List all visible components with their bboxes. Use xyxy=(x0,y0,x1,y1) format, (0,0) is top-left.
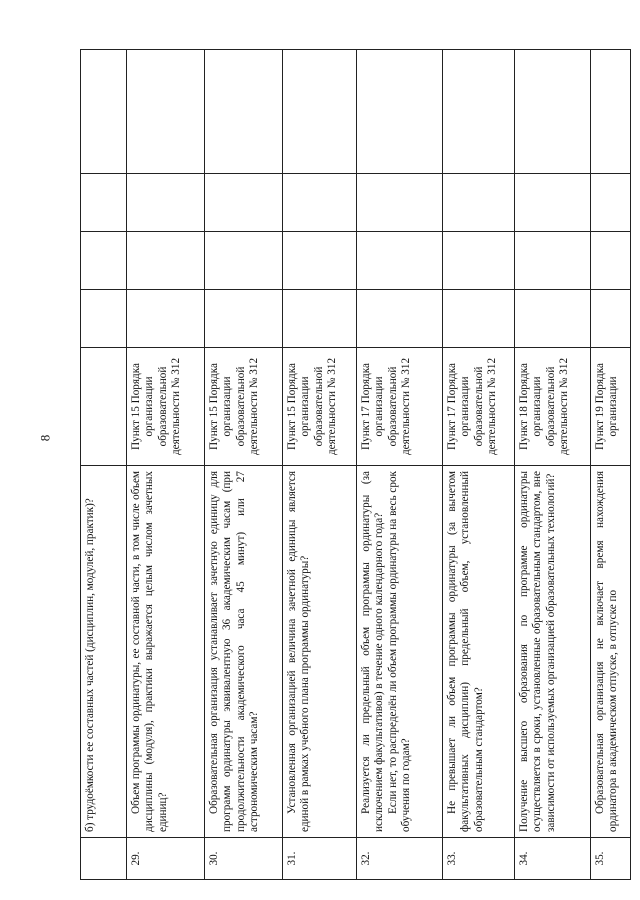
empty-cell xyxy=(283,290,357,348)
empty-cell xyxy=(81,290,127,348)
table-row xyxy=(81,50,127,880)
empty-cell xyxy=(283,50,357,174)
row-number: 34. xyxy=(515,838,591,880)
empty-cell xyxy=(205,50,283,174)
empty-cell xyxy=(205,290,283,348)
requirement-paragraph: Получение высшего образования по программе ординатуры осуществляется в сроки, установленные образовательным стандартом, вне зависимости от используемых организацией образовательных технологий? xyxy=(518,471,557,832)
empty-cell xyxy=(127,290,205,348)
empty-cell xyxy=(81,232,127,290)
empty-cell xyxy=(591,290,631,348)
empty-cell xyxy=(127,174,205,232)
requirement-paragraph xyxy=(387,471,414,832)
empty-cell xyxy=(127,232,205,290)
legal-reference xyxy=(81,348,127,466)
requirement-text xyxy=(205,466,283,838)
table-row xyxy=(357,50,443,880)
requirement-text xyxy=(515,466,591,838)
empty-cell xyxy=(515,290,591,348)
empty-cell xyxy=(81,174,127,232)
empty-cell xyxy=(205,232,283,290)
empty-cell xyxy=(443,174,515,232)
table-row xyxy=(443,50,515,880)
legal-reference: Пункт 19 Порядка организации xyxy=(591,348,631,466)
table-row xyxy=(205,50,283,880)
requirement-paragraph: б) трудоёмкости ее составных частей (дисциплин, модулей, практик)? xyxy=(84,498,96,832)
empty-cell xyxy=(443,50,515,174)
requirement-text xyxy=(283,466,357,838)
empty-cell xyxy=(591,174,631,232)
empty-cell xyxy=(443,232,515,290)
requirement-text xyxy=(591,466,631,838)
empty-cell xyxy=(357,174,443,232)
requirement-paragraph: Образовательная организация устанавливает зачетную единицу для программ ординатуры эквивалентную 36 академическим часам (при продолжительности академического часа 45 минут) или 27 астрономическим часам? xyxy=(208,471,261,832)
empty-cell xyxy=(591,50,631,174)
empty-cell xyxy=(357,290,443,348)
requirement-paragraph: Объем программы ординатуры, ее составной части, в том числе объем дисциплины (модуля), практики выражается целым числом зачетных единиц? xyxy=(130,471,169,832)
legal-reference: Пункт 17 Порядка организации образовательной деятельности № 312 xyxy=(443,348,515,466)
requirement-text xyxy=(443,466,515,838)
legal-reference: Пункт 18 Порядка организации образовательной деятельности № 312 xyxy=(515,348,591,466)
row-number: 29. xyxy=(127,838,205,880)
empty-cell xyxy=(357,50,443,174)
empty-cell xyxy=(591,232,631,290)
legal-reference: Пункт 17 Порядка организации образовательной деятельности № 312 xyxy=(357,348,443,466)
empty-cell xyxy=(515,174,591,232)
requirement-sentence: Реализуется ли предельный объем программы ординатуры (за исключением факультативов) в течение одного календарного года? xyxy=(360,471,386,832)
legal-reference: Пункт 15 Порядка организации образовательной деятельности № 312 xyxy=(205,348,283,466)
requirement-text xyxy=(81,466,127,838)
checklist-table-container xyxy=(80,50,620,880)
legal-reference: Пункт 15 Порядка организации образовательной деятельности № 312 xyxy=(127,348,205,466)
row-number: 33. xyxy=(443,838,515,880)
table-row xyxy=(127,50,205,880)
table-row xyxy=(283,50,357,880)
empty-cell xyxy=(443,290,515,348)
table-row xyxy=(515,50,591,880)
empty-cell xyxy=(515,232,591,290)
empty-cell xyxy=(81,50,127,174)
requirement-paragraph xyxy=(360,471,387,832)
requirement-text xyxy=(357,466,443,838)
empty-cell xyxy=(283,174,357,232)
empty-cell xyxy=(515,50,591,174)
requirement-paragraph: Установленная организацией величина зачетной единицы является единой в рамках учебного плана программы ординатуры? xyxy=(286,471,312,832)
empty-cell xyxy=(283,232,357,290)
empty-cell xyxy=(205,174,283,232)
empty-cell xyxy=(357,232,443,290)
requirement-paragraph: Не превышает ли объем программы ординатуры (за вычетом факультативных дисциплин) предельный объем, установленный образовательным стандартом? xyxy=(446,471,485,832)
row-number: 30. xyxy=(205,838,283,880)
legal-reference: Пункт 15 Порядка организации образовательной деятельности № 312 xyxy=(283,348,357,466)
row-number: 32. xyxy=(357,838,443,880)
page-number: 8 xyxy=(37,434,53,442)
checklist-table xyxy=(80,49,631,880)
row-number: 35. xyxy=(591,838,631,880)
row-number xyxy=(81,838,127,880)
requirement-text xyxy=(127,466,205,838)
requirement-paragraph: Образовательная организация не включает время нахождения ординатора в академическом отпуске, в отпуске по xyxy=(594,471,620,832)
row-number: 31. xyxy=(283,838,357,880)
requirement-sentence: Если нет, то распределён ли объем программы ординатуры на весь срок обучения по годам? xyxy=(386,471,413,832)
empty-cell xyxy=(127,50,205,174)
table-row xyxy=(591,50,631,880)
